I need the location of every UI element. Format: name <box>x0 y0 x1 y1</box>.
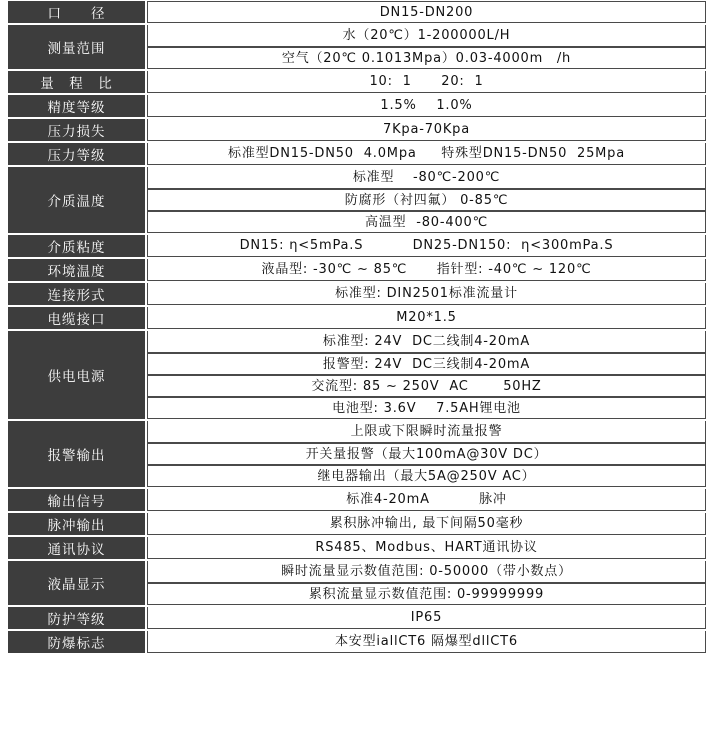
spec-row <box>8 421 706 489</box>
spec-row <box>8 331 706 421</box>
spec-label: 脉冲输出 <box>8 513 145 535</box>
spec-values <box>147 331 706 419</box>
spec-value: 开关量报警（最大100mA@30V DC） <box>147 443 706 465</box>
spec-table <box>8 1 706 655</box>
spec-value: 标准型: DIN2501标准流量计 <box>147 283 706 305</box>
spec-value: IP65 <box>147 607 706 629</box>
spec-values <box>147 561 706 605</box>
spec-value: M20*1.5 <box>147 307 706 329</box>
spec-label: 报警输出 <box>8 421 145 487</box>
spec-value: 累积脉冲输出, 最下间隔50毫秒 <box>147 513 706 535</box>
spec-row <box>8 259 706 283</box>
spec-values <box>147 513 706 535</box>
spec-value: 7Kpa-70Kpa <box>147 119 706 141</box>
spec-value: 瞬时流量显示数值范围: 0-50000（带小数点） <box>147 561 706 583</box>
spec-label: 防爆标志 <box>8 631 145 653</box>
spec-row <box>8 307 706 331</box>
spec-row <box>8 607 706 631</box>
spec-label: 通讯协议 <box>8 537 145 559</box>
spec-values <box>147 1 706 23</box>
spec-value: 报警型: 24V DC三线制4-20mA <box>147 353 706 375</box>
spec-values <box>147 631 706 653</box>
spec-values <box>147 283 706 305</box>
spec-value: RS485、Modbus、HART通讯协议 <box>147 537 706 559</box>
spec-values <box>147 607 706 629</box>
spec-row <box>8 95 706 119</box>
spec-label: 连接形式 <box>8 283 145 305</box>
spec-values <box>147 143 706 165</box>
spec-values <box>147 119 706 141</box>
spec-values <box>147 71 706 93</box>
spec-label: 测量范围 <box>8 25 145 69</box>
spec-row <box>8 1 706 25</box>
spec-row <box>8 119 706 143</box>
spec-label: 量 程 比 <box>8 71 145 93</box>
spec-values <box>147 307 706 329</box>
spec-value: 累积流量显示数值范围: 0-99999999 <box>147 583 706 605</box>
spec-label: 液晶显示 <box>8 561 145 605</box>
spec-values <box>147 235 706 257</box>
spec-value: DN15-DN200 <box>147 1 706 23</box>
spec-row <box>8 631 706 655</box>
spec-value: 标准型DN15-DN50 4.0Mpa 特殊型DN15-DN50 25Mpa <box>147 143 706 165</box>
spec-value: 标准型: 24V DC二线制4-20mA <box>147 331 706 353</box>
spec-values <box>147 489 706 511</box>
spec-value: 1.5% 1.0% <box>147 95 706 117</box>
spec-label: 压力等级 <box>8 143 145 165</box>
spec-row <box>8 489 706 513</box>
spec-value: 标准4-20mA 脉冲 <box>147 489 706 511</box>
spec-value: 交流型: 85 ~ 250V AC 50HZ <box>147 375 706 397</box>
spec-label: 口 径 <box>8 1 145 23</box>
spec-label: 电缆接口 <box>8 307 145 329</box>
spec-values <box>147 421 706 487</box>
spec-values <box>147 95 706 117</box>
spec-label: 防护等级 <box>8 607 145 629</box>
spec-value: 标准型 -80℃-200℃ <box>147 167 706 189</box>
spec-value: 高温型 -80-400℃ <box>147 211 706 233</box>
spec-value: 电池型: 3.6V 7.5AH锂电池 <box>147 397 706 419</box>
spec-row <box>8 71 706 95</box>
spec-label: 介质温度 <box>8 167 145 233</box>
spec-label: 输出信号 <box>8 489 145 511</box>
spec-value: 液晶型: -30℃ ~ 85℃ 指针型: -40℃ ~ 120℃ <box>147 259 706 281</box>
spec-row <box>8 537 706 561</box>
spec-row <box>8 513 706 537</box>
spec-value: 本安型iallCT6 隔爆型dllCT6 <box>147 631 706 653</box>
spec-label: 压力损失 <box>8 119 145 141</box>
spec-value: 空气（20℃ 0.1013Mpa）0.03-4000m /h <box>147 47 706 69</box>
spec-label: 环境温度 <box>8 259 145 281</box>
spec-label: 介质粘度 <box>8 235 145 257</box>
spec-value: 防腐形（衬四氟） 0-85℃ <box>147 189 706 211</box>
spec-values <box>147 259 706 281</box>
spec-row <box>8 25 706 71</box>
spec-row <box>8 143 706 167</box>
spec-value: 上限或下限瞬时流量报警 <box>147 421 706 443</box>
spec-value: 继电器输出（最大5A@250V AC） <box>147 465 706 487</box>
spec-row <box>8 167 706 235</box>
spec-row <box>8 235 706 259</box>
spec-label: 精度等级 <box>8 95 145 117</box>
spec-label: 供电电源 <box>8 331 145 419</box>
spec-value: 10: 1 20: 1 <box>147 71 706 93</box>
spec-row <box>8 283 706 307</box>
spec-row <box>8 561 706 607</box>
spec-values <box>147 25 706 69</box>
spec-value: DN15: η<5mPa.S DN25-DN150: η<300mPa.S <box>147 235 706 257</box>
spec-value: 水（20℃）1-200000L/H <box>147 25 706 47</box>
spec-values <box>147 167 706 233</box>
spec-values <box>147 537 706 559</box>
